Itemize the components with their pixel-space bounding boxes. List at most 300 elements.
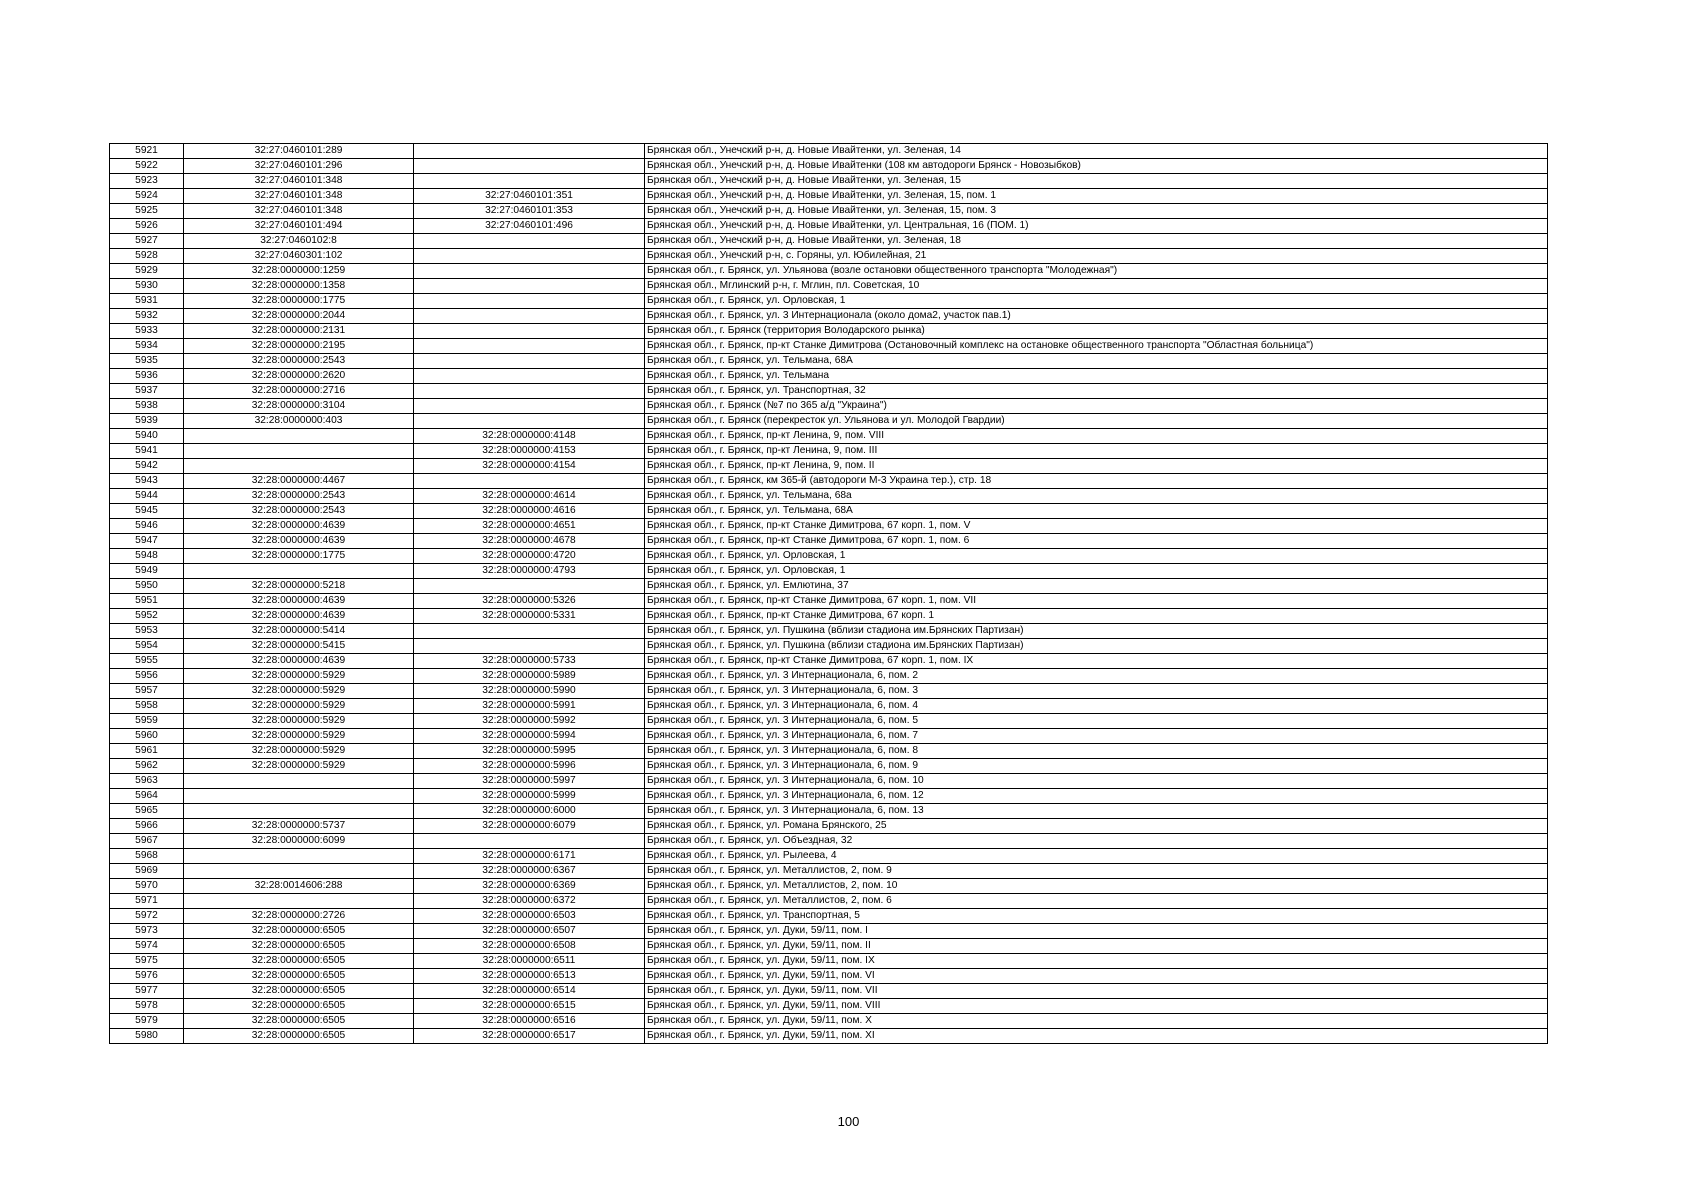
cadastral-number-cell: 32:28:0000000:6505	[184, 969, 414, 984]
table-row	[110, 759, 1548, 774]
cadastral-number-cell: 32:27:0460101:289	[184, 144, 414, 159]
table-row	[110, 564, 1548, 579]
cadastral-number-cell: 32:28:0000000:6099	[184, 834, 414, 849]
cadastral-number-cell: 32:28:0000000:5929	[184, 744, 414, 759]
table-row	[110, 744, 1548, 759]
sub-cadastral-number-cell: 32:28:0000000:5997	[414, 774, 645, 789]
sub-cadastral-number-cell	[414, 159, 645, 174]
row-number-cell: 5949	[110, 564, 184, 579]
address-cell: Брянская обл., Унечский р-н, д. Новые Ивайтенки, ул. Зеленая, 18	[645, 234, 1548, 249]
cadastral-number-cell: 32:28:0000000:1358	[184, 279, 414, 294]
cadastral-number-cell: 32:28:0000000:4639	[184, 534, 414, 549]
sub-cadastral-number-cell: 32:28:0000000:4651	[414, 519, 645, 534]
sub-cadastral-number-cell	[414, 474, 645, 489]
row-number-cell: 5922	[110, 159, 184, 174]
address-cell: Брянская обл., г. Брянск, ул. 3 Интернационала, 6, пом. 10	[645, 774, 1548, 789]
sub-cadastral-number-cell: 32:28:0000000:6000	[414, 804, 645, 819]
cadastral-number-cell: 32:28:0000000:2726	[184, 909, 414, 924]
table-row	[110, 624, 1548, 639]
cadastral-number-cell: 32:28:0000000:1259	[184, 264, 414, 279]
sub-cadastral-number-cell: 32:28:0000000:6516	[414, 1014, 645, 1029]
row-number-cell: 5943	[110, 474, 184, 489]
cadastral-number-cell	[184, 459, 414, 474]
cadastral-number-cell: 32:28:0000000:5414	[184, 624, 414, 639]
address-cell: Брянская обл., г. Брянск, ул. Емлютина, 37	[645, 579, 1548, 594]
cadastral-number-cell: 32:28:0000000:5415	[184, 639, 414, 654]
address-cell: Брянская обл., г. Брянск, ул. Металлистов, 2, пом. 6	[645, 894, 1548, 909]
sub-cadastral-number-cell: 32:28:0000000:6507	[414, 924, 645, 939]
address-cell: Брянская обл., Унечский р-н, д. Новые Ивайтенки, ул. Зеленая, 15, пом. 3	[645, 204, 1548, 219]
cadastral-number-cell: 32:28:0000000:5737	[184, 819, 414, 834]
sub-cadastral-number-cell: 32:28:0000000:6517	[414, 1029, 645, 1044]
sub-cadastral-number-cell: 32:28:0000000:4148	[414, 429, 645, 444]
address-cell: Брянская обл., г. Брянск, ул. Объездная, 32	[645, 834, 1548, 849]
cadastral-number-cell: 32:28:0000000:5929	[184, 759, 414, 774]
table-row	[110, 309, 1548, 324]
cadastral-number-cell: 32:27:0460101:494	[184, 219, 414, 234]
row-number-cell: 5967	[110, 834, 184, 849]
address-cell: Брянская обл., г. Брянск, ул. 3 Интернационала, 6, пом. 4	[645, 699, 1548, 714]
cadastral-number-cell	[184, 864, 414, 879]
sub-cadastral-number-cell: 32:28:0000000:5990	[414, 684, 645, 699]
table-row	[110, 684, 1548, 699]
row-number-cell: 5947	[110, 534, 184, 549]
cadastral-number-cell: 32:28:0000000:6505	[184, 999, 414, 1014]
cadastral-number-cell: 32:28:0000000:6505	[184, 939, 414, 954]
table-row	[110, 999, 1548, 1014]
row-number-cell: 5948	[110, 549, 184, 564]
sub-cadastral-number-cell: 32:28:0000000:6372	[414, 894, 645, 909]
table-row	[110, 609, 1548, 624]
table-row	[110, 174, 1548, 189]
row-number-cell: 5924	[110, 189, 184, 204]
address-cell: Брянская обл., г. Брянск, ул. Дуки, 59/11, пом. IX	[645, 954, 1548, 969]
sub-cadastral-number-cell: 32:28:0000000:5996	[414, 759, 645, 774]
address-cell: Брянская обл., г. Брянск, ул. Дуки, 59/11, пом. VI	[645, 969, 1548, 984]
row-number-cell: 5966	[110, 819, 184, 834]
cadastral-number-cell	[184, 564, 414, 579]
cadastral-number-cell: 32:27:0460301:102	[184, 249, 414, 264]
row-number-cell: 5923	[110, 174, 184, 189]
row-number-cell: 5935	[110, 354, 184, 369]
table-row	[110, 414, 1548, 429]
cadastral-number-cell: 32:28:0000000:5929	[184, 699, 414, 714]
sub-cadastral-number-cell: 32:28:0000000:5992	[414, 714, 645, 729]
table-row	[110, 894, 1548, 909]
table-row	[110, 639, 1548, 654]
table-row	[110, 279, 1548, 294]
cadastral-number-cell: 32:28:0000000:2543	[184, 504, 414, 519]
page-number: 100	[837, 1114, 860, 1129]
address-cell: Брянская обл., Унечский р-н, с. Горяны, ул. Юбилейная, 21	[645, 249, 1548, 264]
table-row	[110, 954, 1548, 969]
cadastral-number-cell: 32:27:0460101:348	[184, 174, 414, 189]
table-row	[110, 189, 1548, 204]
row-number-cell: 5979	[110, 1014, 184, 1029]
address-cell: Брянская обл., г. Брянск, ул. Орловская, 1	[645, 549, 1548, 564]
row-number-cell: 5972	[110, 909, 184, 924]
address-cell: Брянская обл., г. Брянск, ул. Ульянова (возле остановки общественного транспорта "Молодежная")	[645, 264, 1548, 279]
sub-cadastral-number-cell: 32:28:0000000:5989	[414, 669, 645, 684]
sub-cadastral-number-cell: 32:28:0000000:5331	[414, 609, 645, 624]
address-cell: Брянская обл., г. Брянск (перекресток ул. Ульянова и ул. Молодой Гвардии)	[645, 414, 1548, 429]
address-cell: Брянская обл., г. Брянск, ул. 3 Интернационала, 6, пом. 3	[645, 684, 1548, 699]
address-cell: Брянская обл., г. Брянск, ул. 3 Интернационала, 6, пом. 5	[645, 714, 1548, 729]
row-number-cell: 5963	[110, 774, 184, 789]
row-number-cell: 5937	[110, 384, 184, 399]
address-cell: Брянская обл., г. Брянск (№7 по 365 а/д "Украина")	[645, 399, 1548, 414]
table-row	[110, 519, 1548, 534]
cadastral-number-cell: 32:28:0000000:2195	[184, 339, 414, 354]
cadastral-number-cell: 32:28:0000000:4639	[184, 594, 414, 609]
cadastral-number-cell: 32:28:0000000:6505	[184, 924, 414, 939]
sub-cadastral-number-cell: 32:28:0000000:4154	[414, 459, 645, 474]
row-number-cell: 5978	[110, 999, 184, 1014]
address-cell: Брянская обл., г. Брянск, ул. Дуки, 59/11, пом. X	[645, 1014, 1548, 1029]
sub-cadastral-number-cell: 32:28:0000000:6503	[414, 909, 645, 924]
sub-cadastral-number-cell	[414, 309, 645, 324]
address-cell: Брянская обл., г. Брянск, ул. Металлистов, 2, пом. 10	[645, 879, 1548, 894]
cadastral-number-cell: 32:28:0000000:5929	[184, 714, 414, 729]
address-cell: Брянская обл., г. Брянск, ул. Тельмана, 68А	[645, 504, 1548, 519]
address-cell: Брянская обл., г. Брянск, ул. Дуки, 59/11, пом. I	[645, 924, 1548, 939]
row-number-cell: 5936	[110, 369, 184, 384]
address-cell: Брянская обл., г. Брянск, пр-кт Станке Димитрова, 67 корп. 1	[645, 609, 1548, 624]
address-cell: Брянская обл., г. Брянск, ул. Транспортная, 5	[645, 909, 1548, 924]
table-row	[110, 549, 1548, 564]
row-number-cell: 5976	[110, 969, 184, 984]
sub-cadastral-number-cell: 32:28:0000000:6511	[414, 954, 645, 969]
table-row	[110, 474, 1548, 489]
row-number-cell: 5969	[110, 864, 184, 879]
address-cell: Брянская обл., г. Брянск, ул. Орловская, 1	[645, 294, 1548, 309]
sub-cadastral-number-cell: 32:28:0000000:5326	[414, 594, 645, 609]
sub-cadastral-number-cell: 32:28:0000000:5733	[414, 654, 645, 669]
cadastral-number-cell: 32:28:0000000:6505	[184, 1029, 414, 1044]
address-cell: Брянская обл., г. Брянск, ул. Романа Брянского, 25	[645, 819, 1548, 834]
row-number-cell: 5975	[110, 954, 184, 969]
cadastral-number-cell: 32:27:0460101:348	[184, 204, 414, 219]
sub-cadastral-number-cell: 32:28:0000000:4678	[414, 534, 645, 549]
address-cell: Брянская обл., г. Брянск, км 365-й (автодороги М-3 Украина тер.), стр. 18	[645, 474, 1548, 489]
address-cell: Брянская обл., г. Брянск (территория Володарского рынка)	[645, 324, 1548, 339]
sub-cadastral-number-cell	[414, 144, 645, 159]
cadastral-number-cell	[184, 849, 414, 864]
cadastral-number-cell: 32:28:0000000:3104	[184, 399, 414, 414]
row-number-cell: 5940	[110, 429, 184, 444]
table-row	[110, 879, 1548, 894]
table-row	[110, 339, 1548, 354]
table-row	[110, 219, 1548, 234]
sub-cadastral-number-cell: 32:28:0000000:5994	[414, 729, 645, 744]
sub-cadastral-number-cell: 32:28:0000000:5999	[414, 789, 645, 804]
row-number-cell: 5953	[110, 624, 184, 639]
table-row	[110, 984, 1548, 999]
address-cell: Брянская обл., г. Брянск, пр-кт Станке Димитрова, 67 корп. 1, пом. VII	[645, 594, 1548, 609]
row-number-cell: 5960	[110, 729, 184, 744]
address-cell: Брянская обл., г. Брянск, ул. Тельмана, 68А	[645, 354, 1548, 369]
sub-cadastral-number-cell: 32:28:0000000:4614	[414, 489, 645, 504]
address-cell: Брянская обл., г. Брянск, ул. Транспортная, 32	[645, 384, 1548, 399]
cadastral-number-cell: 32:28:0000000:5929	[184, 669, 414, 684]
row-number-cell: 5970	[110, 879, 184, 894]
address-cell: Брянская обл., Унечский р-н, д. Новые Ивайтенки, ул. Зеленая, 14	[645, 144, 1548, 159]
table-row	[110, 774, 1548, 789]
cadastral-number-cell: 32:28:0000000:5929	[184, 729, 414, 744]
table-row	[110, 399, 1548, 414]
sub-cadastral-number-cell	[414, 384, 645, 399]
sub-cadastral-number-cell	[414, 834, 645, 849]
table-row	[110, 369, 1548, 384]
row-number-cell: 5973	[110, 924, 184, 939]
sub-cadastral-number-cell	[414, 369, 645, 384]
cadastral-number-cell: 32:28:0000000:2716	[184, 384, 414, 399]
row-number-cell: 5958	[110, 699, 184, 714]
row-number-cell: 5932	[110, 309, 184, 324]
sub-cadastral-number-cell	[414, 339, 645, 354]
table-row	[110, 459, 1548, 474]
table-row	[110, 144, 1548, 159]
table-row	[110, 489, 1548, 504]
address-cell: Брянская обл., г. Брянск, ул. 3 Интернационала, 6, пом. 9	[645, 759, 1548, 774]
row-number-cell: 5977	[110, 984, 184, 999]
cadastral-number-cell: 32:28:0000000:5929	[184, 684, 414, 699]
address-cell: Брянская обл., г. Брянск, ул. Пушкина (вблизи стадиона им.Брянских Партизан)	[645, 624, 1548, 639]
table-row	[110, 159, 1548, 174]
registry-table	[109, 143, 1548, 1044]
address-cell: Брянская обл., г. Брянск, ул. 3 Интернационала, 6, пом. 13	[645, 804, 1548, 819]
table-row	[110, 324, 1548, 339]
sub-cadastral-number-cell: 32:28:0000000:6171	[414, 849, 645, 864]
row-number-cell: 5941	[110, 444, 184, 459]
table-row	[110, 384, 1548, 399]
address-cell: Брянская обл., г. Брянск, пр-кт Станке Димитрова, 67 корп. 1, пом. V	[645, 519, 1548, 534]
table-row	[110, 444, 1548, 459]
address-cell: Брянская обл., г. Брянск, ул. 3 Интернационала (около дома2, участок пав.1)	[645, 309, 1548, 324]
address-cell: Брянская обл., г. Брянск, ул. 3 Интернационала, 6, пом. 8	[645, 744, 1548, 759]
address-cell: Брянская обл., г. Брянск, ул. Металлистов, 2, пом. 9	[645, 864, 1548, 879]
address-cell: Брянская обл., г. Брянск, ул. Дуки, 59/11, пом. XI	[645, 1029, 1548, 1044]
table-row	[110, 849, 1548, 864]
address-cell: Брянская обл., Унечский р-н, д. Новые Ивайтенки, ул. Зеленая, 15, пом. 1	[645, 189, 1548, 204]
sub-cadastral-number-cell	[414, 354, 645, 369]
row-number-cell: 5980	[110, 1029, 184, 1044]
sub-cadastral-number-cell	[414, 639, 645, 654]
cadastral-number-cell: 32:28:0000000:2543	[184, 489, 414, 504]
table-row	[110, 429, 1548, 444]
cadastral-number-cell: 32:28:0000000:6505	[184, 984, 414, 999]
table-row	[110, 969, 1548, 984]
table-row	[110, 294, 1548, 309]
row-number-cell: 5952	[110, 609, 184, 624]
row-number-cell: 5939	[110, 414, 184, 429]
table-row	[110, 1014, 1548, 1029]
address-cell: Брянская обл., г. Брянск, ул. 3 Интернационала, 6, пом. 2	[645, 669, 1548, 684]
sub-cadastral-number-cell	[414, 399, 645, 414]
row-number-cell: 5959	[110, 714, 184, 729]
sub-cadastral-number-cell: 32:28:0000000:6367	[414, 864, 645, 879]
sub-cadastral-number-cell	[414, 249, 645, 264]
table-row	[110, 789, 1548, 804]
address-cell: Брянская обл., г. Брянск, ул. Рылеева, 4	[645, 849, 1548, 864]
address-cell: Брянская обл., г. Брянск, ул. Дуки, 59/11, пом. VII	[645, 984, 1548, 999]
row-number-cell: 5961	[110, 744, 184, 759]
address-cell: Брянская обл., г. Брянск, пр-кт Станке Димитрова, 67 корп. 1, пом. IX	[645, 654, 1548, 669]
address-cell: Брянская обл., Унечский р-н, д. Новые Ивайтенки, ул. Зеленая, 15	[645, 174, 1548, 189]
address-cell: Брянская обл., г. Брянск, пр-кт Станке Димитрова (Остановочный комплекс на остановке общественного транспорта "Областная больница")	[645, 339, 1548, 354]
cadastral-number-cell: 32:27:0460101:348	[184, 189, 414, 204]
sub-cadastral-number-cell: 32:28:0000000:4720	[414, 549, 645, 564]
table-row	[110, 354, 1548, 369]
table-row	[110, 249, 1548, 264]
sub-cadastral-number-cell: 32:28:0000000:6079	[414, 819, 645, 834]
table-row	[110, 534, 1548, 549]
cadastral-number-cell	[184, 894, 414, 909]
address-cell: Брянская обл., г. Брянск, ул. 3 Интернационала, 6, пом. 12	[645, 789, 1548, 804]
row-number-cell: 5965	[110, 804, 184, 819]
row-number-cell: 5945	[110, 504, 184, 519]
sub-cadastral-number-cell	[414, 294, 645, 309]
table-row	[110, 579, 1548, 594]
cadastral-number-cell: 32:28:0000000:2620	[184, 369, 414, 384]
row-number-cell: 5974	[110, 939, 184, 954]
cadastral-number-cell: 32:28:0000000:4639	[184, 519, 414, 534]
address-cell: Брянская обл., Мглинский р-н, г. Мглин, пл. Советская, 10	[645, 279, 1548, 294]
table-row	[110, 804, 1548, 819]
sub-cadastral-number-cell: 32:28:0000000:4153	[414, 444, 645, 459]
cadastral-number-cell: 32:28:0000000:403	[184, 414, 414, 429]
address-cell: Брянская обл., г. Брянск, ул. Тельмана	[645, 369, 1548, 384]
table-row	[110, 1029, 1548, 1044]
cadastral-number-cell: 32:28:0000000:4467	[184, 474, 414, 489]
address-cell: Брянская обл., г. Брянск, ул. Орловская, 1	[645, 564, 1548, 579]
cadastral-number-cell: 32:28:0000000:5218	[184, 579, 414, 594]
table-body	[110, 144, 1548, 1044]
cadastral-number-cell: 32:28:0000000:4639	[184, 654, 414, 669]
sub-cadastral-number-cell	[414, 579, 645, 594]
table-row	[110, 699, 1548, 714]
row-number-cell: 5971	[110, 894, 184, 909]
sub-cadastral-number-cell	[414, 264, 645, 279]
cadastral-number-cell	[184, 789, 414, 804]
table-row	[110, 939, 1548, 954]
cadastral-number-cell: 32:27:0460102:8	[184, 234, 414, 249]
row-number-cell: 5938	[110, 399, 184, 414]
address-cell: Брянская обл., г. Брянск, пр-кт Ленина, 9, пом. II	[645, 459, 1548, 474]
row-number-cell: 5962	[110, 759, 184, 774]
cadastral-number-cell: 32:28:0000000:1775	[184, 549, 414, 564]
row-number-cell: 5954	[110, 639, 184, 654]
row-number-cell: 5921	[110, 144, 184, 159]
row-number-cell: 5929	[110, 264, 184, 279]
address-cell: Брянская обл., г. Брянск, пр-кт Ленина, 9, пом. III	[645, 444, 1548, 459]
cadastral-number-cell: 32:28:0000000:1775	[184, 294, 414, 309]
sub-cadastral-number-cell: 32:27:0460101:351	[414, 189, 645, 204]
sub-cadastral-number-cell: 32:28:0000000:6513	[414, 969, 645, 984]
sub-cadastral-number-cell: 32:28:0000000:6369	[414, 879, 645, 894]
table-row	[110, 654, 1548, 669]
row-number-cell: 5944	[110, 489, 184, 504]
row-number-cell: 5933	[110, 324, 184, 339]
cadastral-number-cell	[184, 444, 414, 459]
row-number-cell: 5934	[110, 339, 184, 354]
sub-cadastral-number-cell: 32:27:0460101:496	[414, 219, 645, 234]
sub-cadastral-number-cell	[414, 324, 645, 339]
table-row	[110, 264, 1548, 279]
table-row	[110, 924, 1548, 939]
sub-cadastral-number-cell: 32:28:0000000:4793	[414, 564, 645, 579]
row-number-cell: 5968	[110, 849, 184, 864]
cadastral-number-cell	[184, 804, 414, 819]
row-number-cell: 5942	[110, 459, 184, 474]
row-number-cell: 5928	[110, 249, 184, 264]
sub-cadastral-number-cell	[414, 414, 645, 429]
row-number-cell: 5950	[110, 579, 184, 594]
address-cell: Брянская обл., Унечский р-н, д. Новые Ивайтенки (108 км автодороги Брянск - Новозыбков)	[645, 159, 1548, 174]
address-cell: Брянская обл., г. Брянск, пр-кт Ленина, 9, пом. VIII	[645, 429, 1548, 444]
table-row	[110, 669, 1548, 684]
row-number-cell: 5931	[110, 294, 184, 309]
table-row	[110, 504, 1548, 519]
row-number-cell: 5927	[110, 234, 184, 249]
sub-cadastral-number-cell	[414, 624, 645, 639]
cadastral-number-cell: 32:28:0000000:2044	[184, 309, 414, 324]
sub-cadastral-number-cell: 32:28:0000000:4616	[414, 504, 645, 519]
sub-cadastral-number-cell	[414, 279, 645, 294]
address-cell: Брянская обл., г. Брянск, ул. Дуки, 59/11, пом. VIII	[645, 999, 1548, 1014]
sub-cadastral-number-cell: 32:28:0000000:5991	[414, 699, 645, 714]
cadastral-number-cell: 32:28:0000000:4639	[184, 609, 414, 624]
table-row	[110, 204, 1548, 219]
row-number-cell: 5964	[110, 789, 184, 804]
cadastral-number-cell: 32:28:0000000:6505	[184, 954, 414, 969]
row-number-cell: 5925	[110, 204, 184, 219]
row-number-cell: 5930	[110, 279, 184, 294]
cadastral-number-cell	[184, 429, 414, 444]
row-number-cell: 5946	[110, 519, 184, 534]
sub-cadastral-number-cell: 32:28:0000000:6514	[414, 984, 645, 999]
address-cell: Брянская обл., г. Брянск, ул. Дуки, 59/11, пом. II	[645, 939, 1548, 954]
row-number-cell: 5956	[110, 669, 184, 684]
row-number-cell: 5951	[110, 594, 184, 609]
cadastral-number-cell: 32:28:0014606:288	[184, 879, 414, 894]
cadastral-number-cell: 32:28:0000000:2131	[184, 324, 414, 339]
sub-cadastral-number-cell: 32:28:0000000:6508	[414, 939, 645, 954]
table-row	[110, 909, 1548, 924]
sub-cadastral-number-cell	[414, 234, 645, 249]
table-row	[110, 729, 1548, 744]
table-row	[110, 714, 1548, 729]
cadastral-number-cell: 32:27:0460101:296	[184, 159, 414, 174]
sub-cadastral-number-cell: 32:28:0000000:5995	[414, 744, 645, 759]
sub-cadastral-number-cell: 32:27:0460101:353	[414, 204, 645, 219]
cadastral-number-cell: 32:28:0000000:2543	[184, 354, 414, 369]
row-number-cell: 5957	[110, 684, 184, 699]
cadastral-number-cell	[184, 774, 414, 789]
sub-cadastral-number-cell	[414, 174, 645, 189]
row-number-cell: 5955	[110, 654, 184, 669]
table-row	[110, 234, 1548, 249]
address-cell: Брянская обл., Унечский р-н, д. Новые Ивайтенки, ул. Центральная, 16 (ПОМ. 1)	[645, 219, 1548, 234]
cadastral-number-cell: 32:28:0000000:6505	[184, 1014, 414, 1029]
table-row	[110, 834, 1548, 849]
row-number-cell: 5926	[110, 219, 184, 234]
address-cell: Брянская обл., г. Брянск, ул. Пушкина (вблизи стадиона им.Брянских Партизан)	[645, 639, 1548, 654]
address-cell: Брянская обл., г. Брянск, ул. 3 Интернационала, 6, пом. 7	[645, 729, 1548, 744]
table-row	[110, 819, 1548, 834]
address-cell: Брянская обл., г. Брянск, ул. Тельмана, 68а	[645, 489, 1548, 504]
table-row	[110, 864, 1548, 879]
